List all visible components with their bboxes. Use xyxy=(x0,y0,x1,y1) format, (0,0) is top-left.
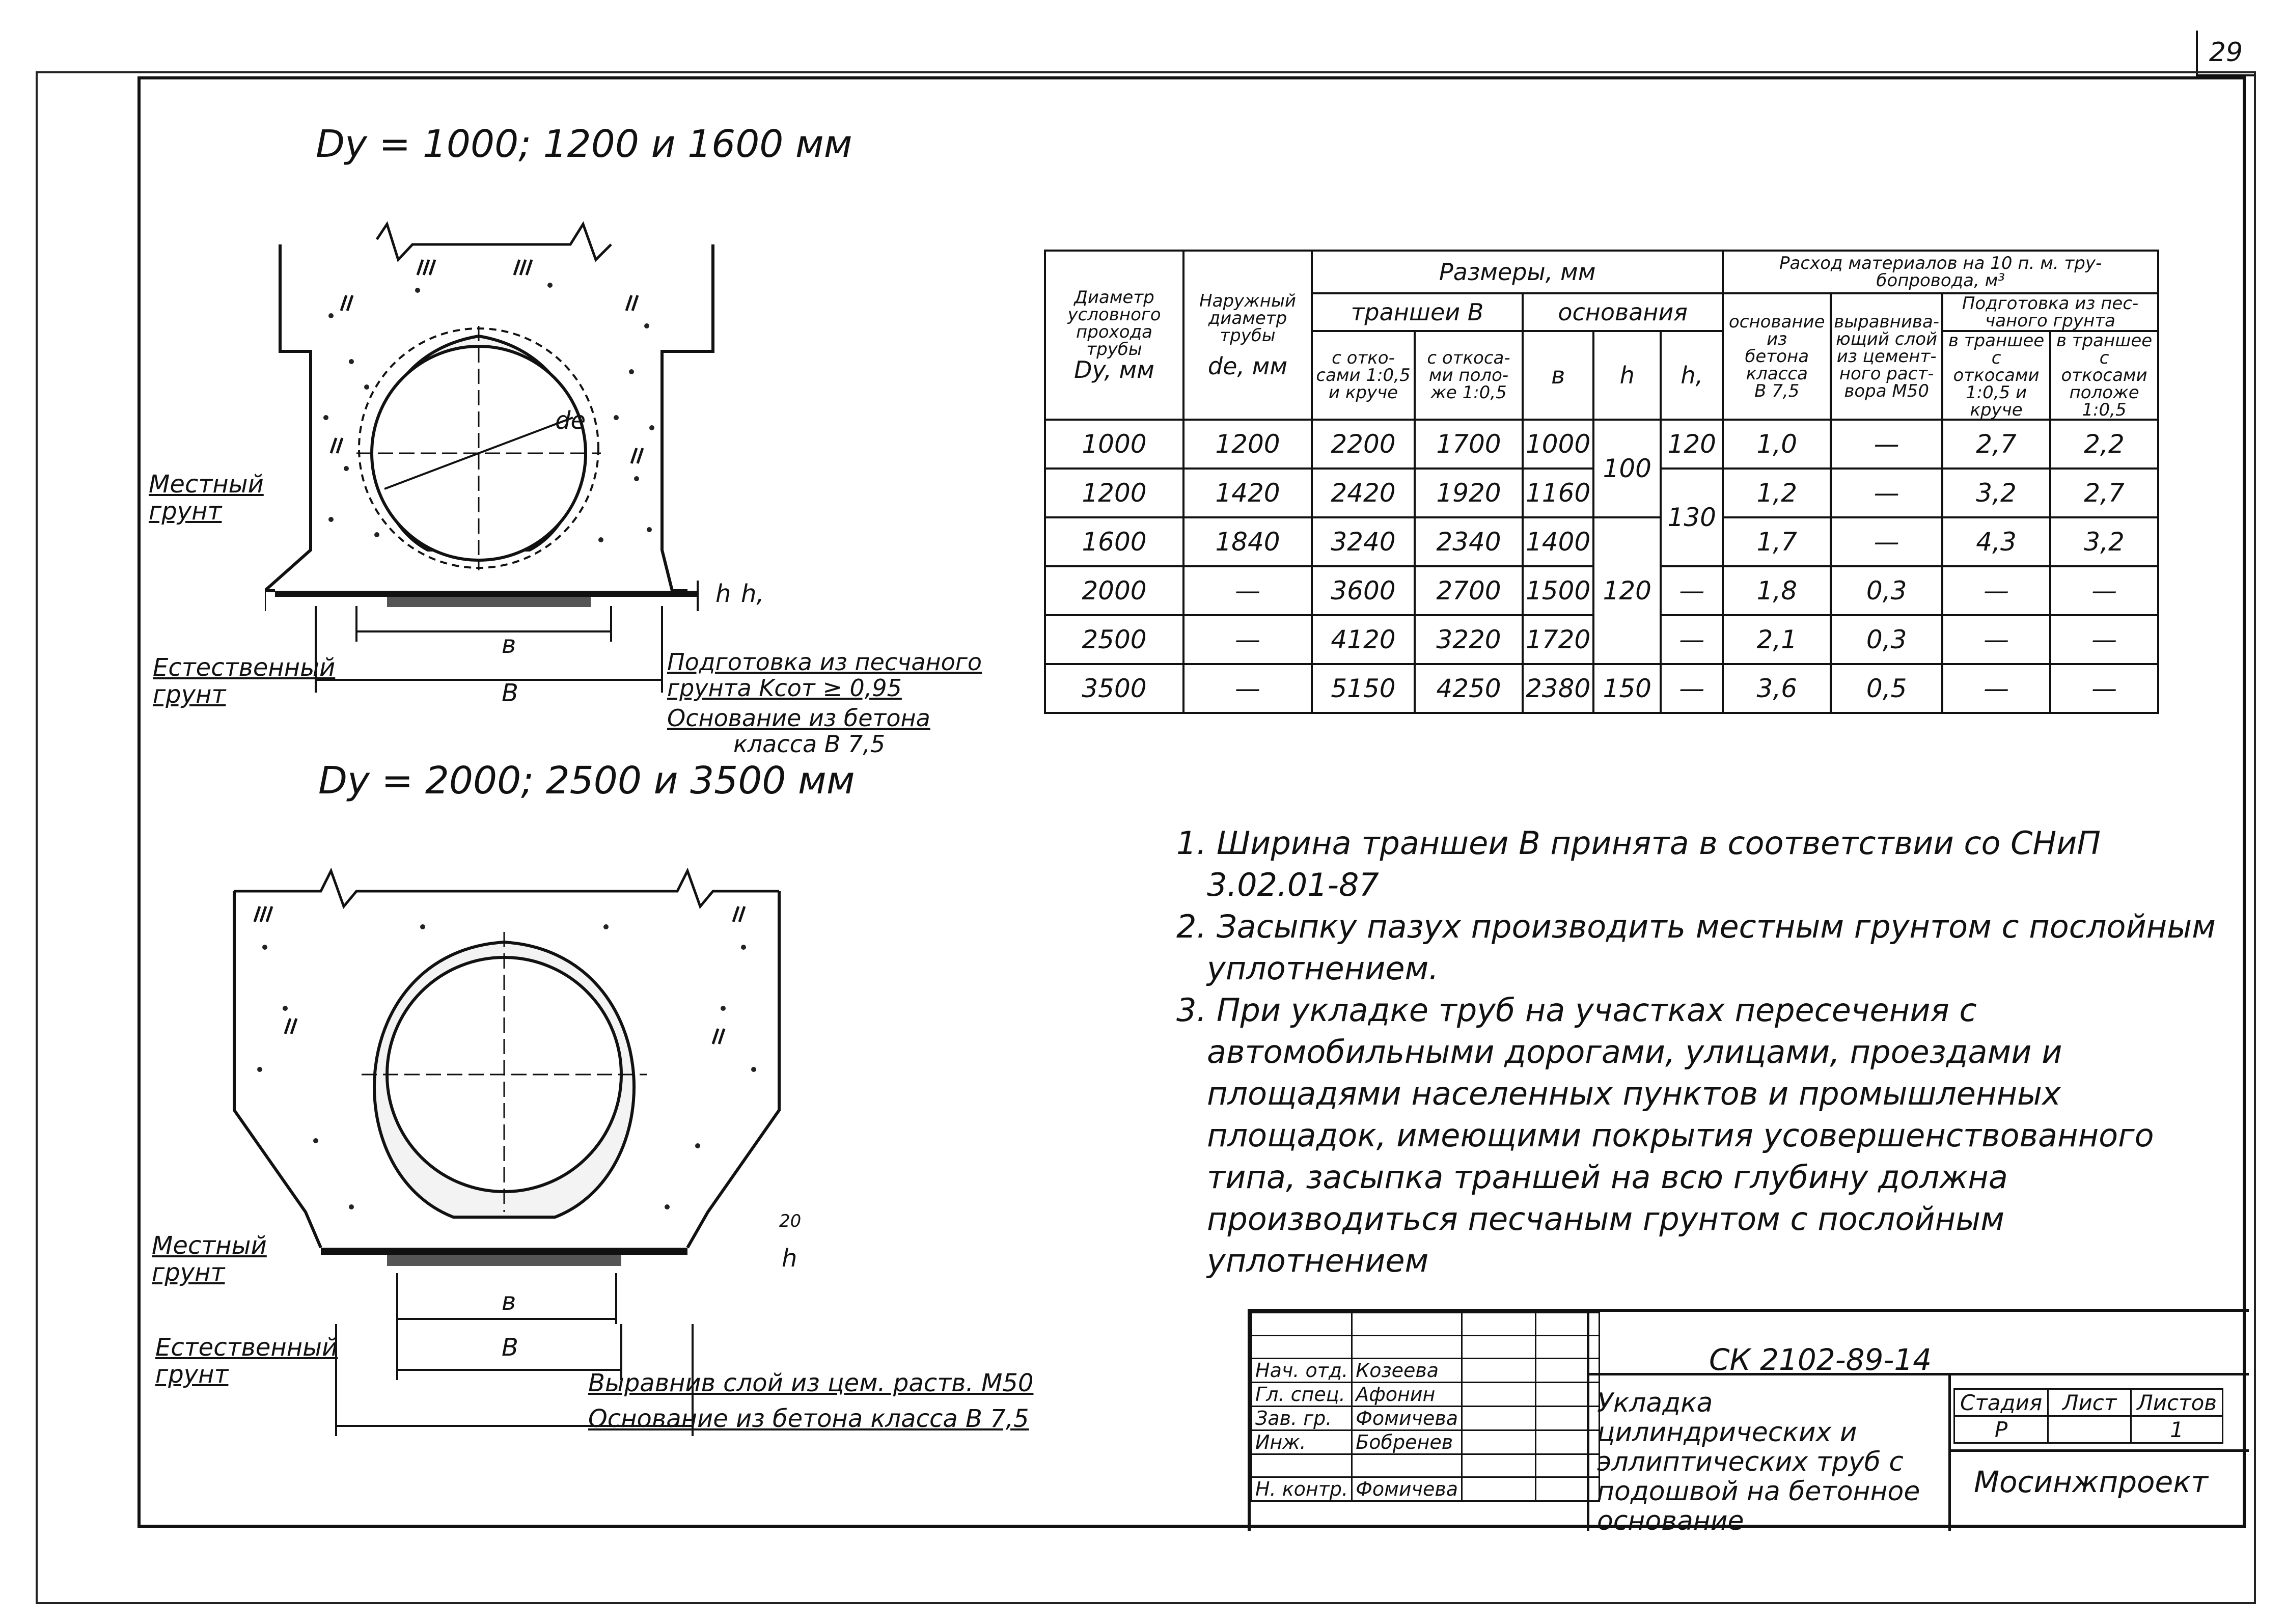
note-item: 2. Засыпку пазух производить местным грунтом с послойным уплотнением. xyxy=(1176,908,2216,987)
organization-name: Мосинжпроект xyxy=(1974,1465,2209,1499)
table-row: 1200 1420 2420 1920 1160 130 1,2 — 3,2 2,7 xyxy=(1045,469,2158,517)
note-item: 1. Ширина траншеи B принята в соответствии со СНиП 3.02.01-87 xyxy=(1176,824,2101,903)
top-pipe xyxy=(356,326,601,570)
title-block-signatures: Нач. отд. Козеева Гл. спец. Афонин Зав. гр. Фомичева Инж. Бобренев Н. контр. Фомичева xyxy=(1251,1312,1600,1502)
bottom-leveling-label: Выравнив слой из цем. раств. М50 xyxy=(588,1369,1034,1397)
col-header-concrete: основание из бетона класса В 7,5 xyxy=(1723,293,1831,420)
col-header-sand2: в траншее с откосами положе 1:0,5 xyxy=(2050,331,2158,420)
bottom-b-label: в xyxy=(502,1287,516,1316)
top-b-label: в xyxy=(502,630,516,659)
col-header-slope1: с отко- сами 1:0,5 и круче xyxy=(1312,331,1415,420)
bottom-local-soil-label: Местный грунт xyxy=(152,1231,267,1287)
bottom-pipe xyxy=(362,932,647,1217)
col-header-trench: траншеи B xyxy=(1312,293,1523,331)
bottom-concrete-base-label: Основание из бетона класса В 7,5 xyxy=(588,1405,1029,1433)
note-item: 3. При укладке труб на участках пересечения с автомобильными дорогами, улицами, проездами и площадями населенных пунктов и промышленных площадок, имеющими покрытия усовершенствованного типа, засыпка траншей на всю глубину должна производиться песчаным грунтом с послойным уплотнением xyxy=(1176,992,2154,1279)
bottom-B-label: B xyxy=(502,1333,518,1362)
top-concrete-base-label: Основание из бетона класса В 7,5 xyxy=(667,704,930,758)
bottom-h20-label: 20 xyxy=(779,1211,802,1231)
bottom-h-label: h xyxy=(782,1244,797,1273)
document-code: СК 2102-89-14 xyxy=(1709,1342,1932,1377)
col-header-sand1: в траншее с откосами 1:0,5 и круче xyxy=(1942,331,2050,420)
col-header-materials: Расход материалов на 10 п. м. тру- бопровода, м³ xyxy=(1723,251,2158,293)
top-backfill-outline xyxy=(265,244,311,591)
col-header-dimensions: Размеры, мм xyxy=(1312,251,1723,293)
table-row: 2000 — 3600 2700 1500 — 1,8 0,3 — — xyxy=(1045,566,2158,615)
top-backfill-outline-right xyxy=(662,244,713,591)
table-row: 1000 1200 2200 1700 1000 100 120 1,0 — 2,7 2,2 xyxy=(1045,420,2158,469)
col-header-outer-diameter: Наружный диаметр трубы de, мм xyxy=(1183,251,1312,420)
col-header-h1: h, xyxy=(1661,331,1723,420)
sheet-number: 29 xyxy=(2196,31,2254,76)
top-B-label: B xyxy=(502,679,518,707)
title-top-drawing: Dy = 1000; 1200 и 1600 мм xyxy=(316,122,852,166)
top-sand-bed xyxy=(275,591,698,597)
table-row: 2500 — 4120 3220 1720 — 2,1 0,3 — — xyxy=(1045,615,2158,664)
stage-table: Стадия Лист Листов Р 1 xyxy=(1953,1388,2223,1444)
top-concrete-base xyxy=(387,597,591,607)
table-row: 1600 1840 3240 2340 1400 120 1,7 — 4,3 3,2 xyxy=(1045,517,2158,566)
col-header-h: h xyxy=(1593,331,1661,420)
top-h1-label: h, xyxy=(741,580,764,608)
document-title: Укладка цилиндрических и эллиптических труб с подошвой на бетонное основание xyxy=(1597,1388,1920,1536)
top-natural-soil-label: Естественный грунт xyxy=(153,653,336,709)
top-local-soil-label: Местный грунт xyxy=(149,470,264,526)
top-de-label: de xyxy=(555,406,586,435)
title-block xyxy=(1248,1309,2249,1536)
top-sand-prep-label: Подготовка из песчаного грунта Kсот ≥ 0,95 xyxy=(667,648,982,702)
col-header-base: основания xyxy=(1523,293,1723,331)
general-notes xyxy=(1176,822,2236,1282)
bottom-section-drawing xyxy=(219,815,840,1324)
col-header-b: в xyxy=(1523,331,1593,420)
col-header-leveling: выравнива- ющий слой из цемент- ного раст- вора М50 xyxy=(1831,293,1942,420)
col-header-slope2: с откоса- ми поло- же 1:0,5 xyxy=(1415,331,1523,420)
table-row: 3500 — 5150 4250 2380 150 — 3,6 0,5 — — xyxy=(1045,664,2158,713)
col-header-sand: Подготовка из пес- чаного грунта xyxy=(1942,293,2158,331)
bottom-natural-soil-label: Естественный грунт xyxy=(155,1333,338,1389)
top-section-drawing xyxy=(265,204,800,713)
col-header-diameter: Диаметр условного прохода трубы Dy, мм xyxy=(1045,251,1183,420)
title-bottom-drawing: Dy = 2000; 2500 и 3500 мм xyxy=(318,759,855,803)
top-h-label: h xyxy=(715,580,731,608)
dimensions-table xyxy=(1044,250,2159,714)
